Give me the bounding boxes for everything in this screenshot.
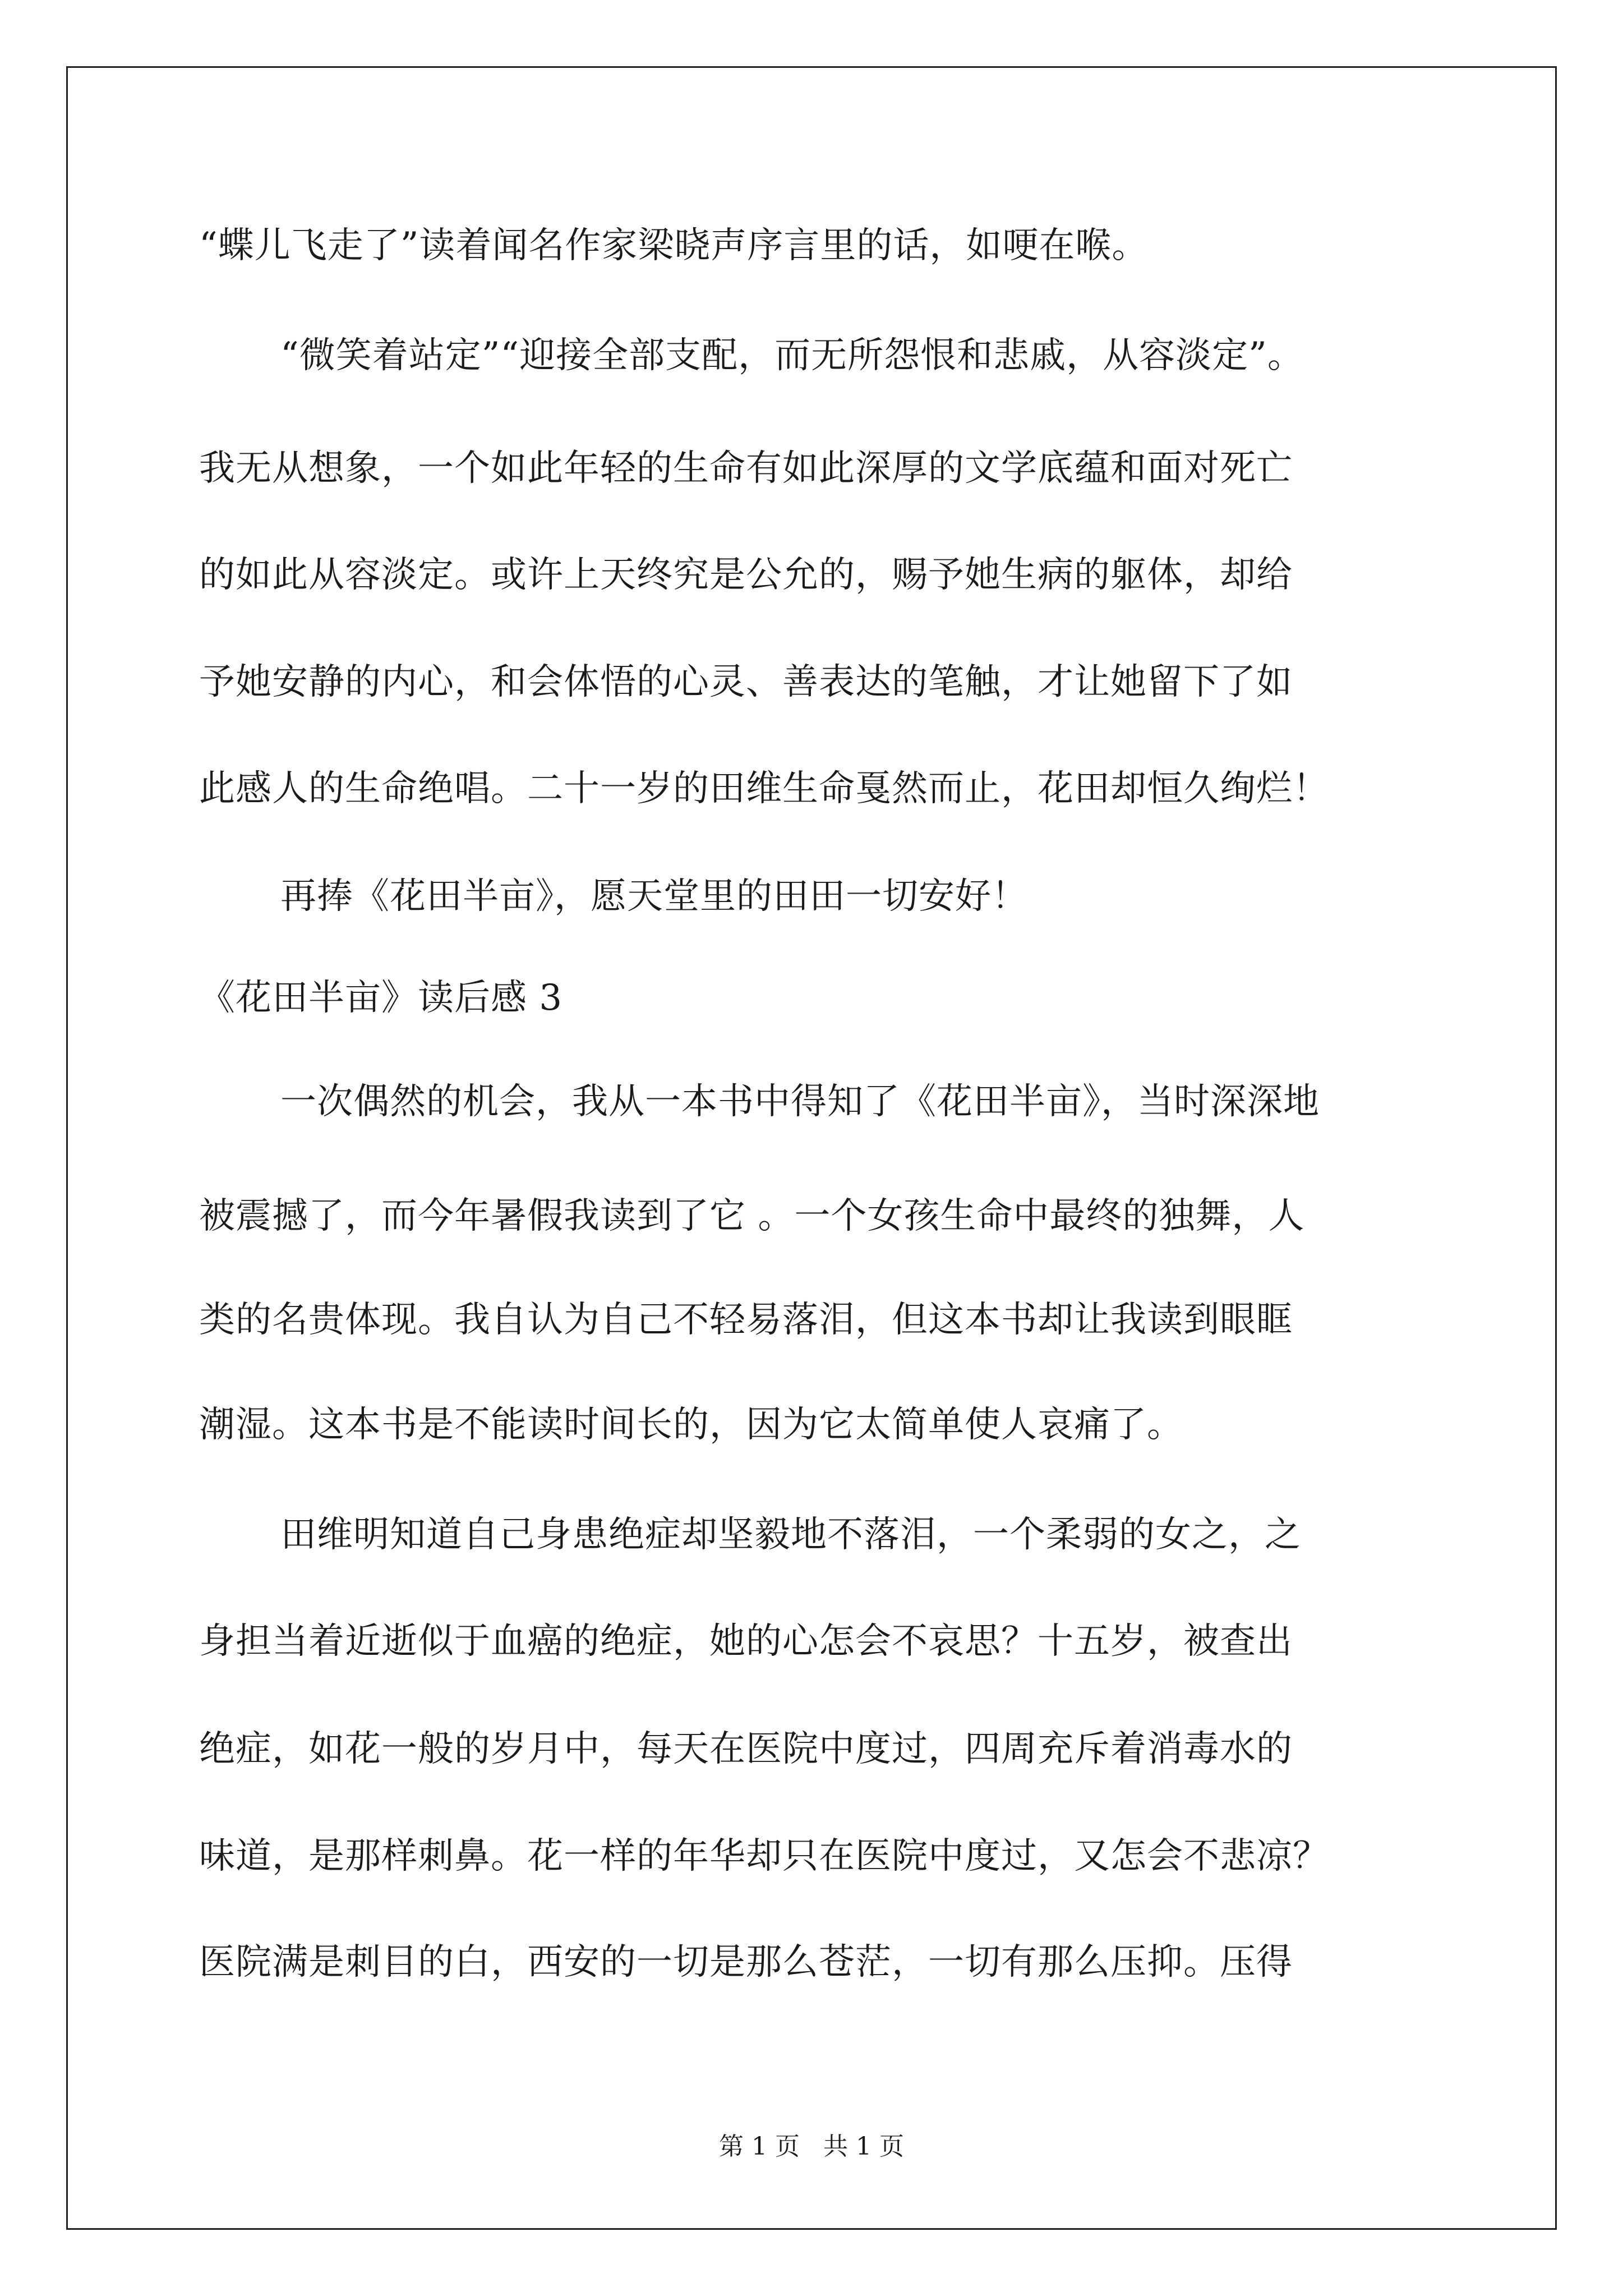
section-heading: 《花田半亩》读后感 3: [199, 977, 563, 1019]
body-line: 一次偶然的机会，我从一本书中得知了《花田半亩》，当时深深地: [280, 1081, 1320, 1122]
body-line: “蝶儿飞走了”读着闻名作家梁晓声序言里的话，如哽在喉。: [199, 225, 1149, 266]
body-line: “微笑着站定”“迎接全部支配，而无所怨恨和悲戚，从容淡定”。: [280, 335, 1304, 376]
body-line: 田维明知道自己身患绝症却坚毅地不落泪，一个柔弱的女之，之: [280, 1514, 1301, 1556]
body-line: 此感人的生命绝唱。二十一岁的田维生命戛然而止，花田却恒久绚烂！: [199, 768, 1329, 809]
body-line: 予她安静的内心，和会体悟的心灵、善表达的笔触，才让她留下了如: [199, 661, 1293, 703]
body-line: 再捧《花田半亩》，愿天堂里的田田一切安好！: [280, 876, 1028, 917]
body-line: 味道，是那样刺鼻。花一样的年华却只在医院中度过，又怎会不悲凉？: [199, 1835, 1329, 1877]
body-line: 身担当着近逝似于血癌的绝症，她的心怎会不哀思？十五岁，被查出: [199, 1621, 1293, 1662]
body-line: 我无从想象，一个如此年轻的生命有如此深厚的文学底蕴和面对死亡: [199, 448, 1293, 489]
body-line: 医院满是刺目的白，西安的一切是那么苍茫，一切有那么压抑。压得: [199, 1941, 1293, 1983]
body-line: 类的名贵体现。我自认为自己不轻易落泪，但这本书却让我读到眼眶: [199, 1299, 1293, 1341]
body-line: 潮湿。这本书是不能读时间长的，因为它太简单使人哀痛了。: [199, 1404, 1183, 1446]
page-frame: [66, 66, 1557, 2230]
page-footer: 第 1 页 共 1 页: [719, 2132, 904, 2161]
body-line: 的如此从容淡定。或许上天终究是公允的，赐予她生病的躯体，却给: [199, 554, 1293, 596]
body-line: 绝症，如花一般的岁月中，每天在医院中度过，四周充斥着消毒水的: [199, 1728, 1293, 1770]
body-line: 被震撼了，而今年暑假我读到了它 。一个女孩生命中最终的独舞，人: [199, 1195, 1305, 1237]
